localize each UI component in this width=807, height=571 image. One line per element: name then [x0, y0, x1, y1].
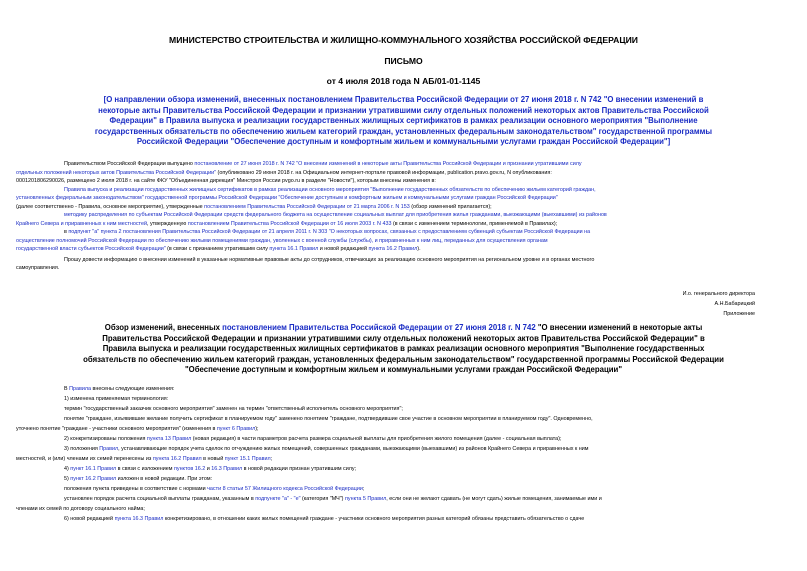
text: );: [255, 426, 259, 432]
point-16-2-link[interactable]: пунктов 16.2: [173, 466, 206, 472]
decree-303-link[interactable]: подпункт "а" пункта 2 постановления Правительства Российской Федерации от 21 апреля 2011 г. N 303 "О некоторых вопросах, связанных с предоставлением субвенций субъектам Российской Федерации на: [68, 229, 591, 235]
paragraph: [16, 245, 786, 254]
decree-742-link[interactable]: постановление от 27 июня 2018 г. N 742 "О внесении изменений в некоторые акты Правительства Российской Федерации и признании утратившими силу: [194, 161, 582, 167]
list-item: [64, 484, 786, 494]
text: 0001201806290026, размещено 2 июля 2018 г. на сайте ФКУ "Объединенная дирекция" Минстроя России pvgo.ru в разделе "Новости"), которым внесены изменения в:: [16, 178, 436, 184]
subject-line: Федерации" в Правила выпуска и реализации государственных жилищных сертификатов в рамках реализации основного мероприятия "Выполнение: [109, 116, 698, 125]
text: в новый: [201, 456, 225, 462]
housing-code-link[interactable]: части 8 статьи 57 Жилищного кодекса Российской Федерации: [207, 486, 363, 492]
text: ;: [270, 456, 273, 462]
text: Правительства Российской Федерации и признании утратившими силу отдельных положений некоторых актов Правительства Российской Федерации" в: [102, 333, 705, 343]
text: Прошу довести информацию о внесении изменений в указанные нормативные правовые акты до сотрудников, отвечающих за реализацию основного мероприятия на региональном уровне и в органах местного: [64, 256, 595, 263]
text: местностей, и (или) членами их семей перенесены из: [16, 456, 153, 462]
review-title: [16, 323, 791, 376]
text: самоуправления.: [16, 265, 60, 271]
decree-153-link[interactable]: постановлением Правительства Российской Федерации от 21 марта 2006 г. N 153: [204, 203, 410, 210]
text: в: [64, 229, 69, 235]
text: в новой редакции признан утратившим силу;: [242, 466, 357, 472]
text: конкретизировано, в отношении каких жилых помещений граждане - участники основного мероприятия разных категорий обязаны представить обязательство о сдаче: [163, 516, 585, 522]
list-item: [64, 444, 786, 454]
text: установлен порядок расчета социальной выплаты гражданам, указанным в: [64, 496, 256, 502]
text: (новая редакция) в части параметров расчета размера социальной выплаты для приобретения жилого помещения (далее - социальная выплата);: [191, 436, 562, 442]
paragraph: [16, 169, 786, 178]
decree-303-link[interactable]: государственной власти субъектов Российской Федерации": [16, 246, 166, 252]
point-16-2-link[interactable]: пункт 16.2 Правил: [70, 476, 117, 482]
ministry-name: МИНИСТЕРСТВО СТРОИТЕЛЬСТВА И ЖИЛИЩНО-КОММУНАЛЬНОГО ХОЗЯЙСТВА РОССИЙСКОЙ ФЕДЕРАЦИИ: [169, 35, 638, 45]
signatory-position: И.о. генерального директора: [682, 291, 755, 297]
point-13-link[interactable]: пункта 13 Правил: [146, 436, 192, 442]
point-16-3-link[interactable]: 16.3 Правил: [211, 466, 243, 472]
rules-link[interactable]: Правила выпуска и реализации государственных жилищных сертификатов в рамках реализации основного мероприятия "Выполнение государственных обязательств по обеспечению жильем категорий граждан,: [64, 186, 596, 193]
text: 2) конкретизированы положения: [64, 436, 147, 442]
text: Правила выпуска и реализации государственных жилищных сертификатов в рамках реализации основного мероприятия "Выполнение государственных: [102, 344, 705, 354]
rules-link[interactable]: Правила: [69, 386, 91, 392]
point-16-3-link[interactable]: пункта 16.3 Правил: [114, 516, 164, 522]
document-date: от 4 июля 2018 года N АБ/01-01-1145: [326, 76, 481, 86]
letter-body: [16, 160, 786, 273]
list-item: [64, 494, 786, 504]
text: и: [205, 466, 212, 472]
changes-list: [16, 384, 786, 524]
text: 3) положения: [64, 446, 100, 452]
list-item: 1) изменена применяемая терминология:: [64, 396, 169, 402]
text: Правительством Российской Федерации выпущено: [64, 161, 195, 167]
paragraph: [16, 177, 786, 186]
point-16-1-link[interactable]: пункт 16.1 Правил: [70, 466, 117, 472]
methodology-link[interactable]: методику распределения по субъектам Российской Федерации средств федерального бюджета на осуществление социальных выплат для приобретения жилья гражданами, выезжающими (выехавшими) из районов: [64, 212, 607, 218]
subject-line: [О направлении обзора изменений, внесенных постановлением Правительства Российской Федерации от 27 июня 2018 г. N 742 "О внесении изменений в: [103, 95, 704, 104]
decree-433-link[interactable]: постановлением Правительства Российской Федерации от 16 июля 2003 г. N 433: [187, 220, 392, 227]
text: , если они не желают сдавать (не могут сдать) жилые помещения, занимаемые ими и: [386, 496, 602, 502]
subject-line: Российской Федерации "Обеспечение доступным и комфортным жильем и коммунальными услугами граждан Российской Федерации"]: [136, 137, 671, 146]
text: и новой редакцией: [318, 246, 369, 252]
paragraph: [64, 256, 786, 265]
decree-742-link[interactable]: постановлением Правительства Российской Федерации от 27 июня 2018 г. N 742: [222, 323, 536, 332]
paragraph: [16, 237, 786, 246]
text: 4): [64, 466, 71, 472]
paragraph: [64, 186, 786, 195]
text: 6) новой редакцией: [64, 516, 115, 522]
list-item: [16, 504, 786, 514]
list-item: понятие "граждане, изъявившие желание получить сертификат в планируемом году" заменено понятием "граждане, подтвердившие свое участие в основном мероприятии в планируемом году". Одновременно,: [64, 416, 593, 422]
signatory-name: А.Н.Бабарицкий: [714, 301, 755, 307]
point-16-2-link[interactable]: пункта 16.2 Правил: [152, 456, 202, 462]
text: (категория "МЧ"): [300, 496, 345, 502]
text: в связи с изложением: [116, 466, 174, 472]
text: (далее соответственно - Правила, основное мероприятие), утвержденные: [16, 203, 205, 210]
paragraph: [64, 228, 786, 237]
text: изложен в новой редакции. При этом:: [116, 476, 213, 482]
list-item: [64, 384, 786, 394]
text: (опубликовано 29 июня 2018 г. на Официальном интернет-портале правовой информации, publication.pravo.gov.ru, N опубликования:: [216, 169, 552, 176]
text: 5): [64, 476, 71, 482]
text: , устанавливающие порядок учета сделок по отчуждению жилых помещений, совершенных гражданами, выезжающими (выехавшими) из районов Крайнего Севера и приравненных к ним: [118, 446, 589, 452]
list-item: [64, 474, 786, 484]
point-16-2-link[interactable]: пункта 16.2 Правил: [368, 246, 418, 252]
text: В: [64, 386, 70, 392]
subpoint-link[interactable]: подпункте "а" - "е": [255, 496, 301, 502]
text: (в связи с признанием утратившим силу: [165, 246, 270, 252]
text: ).: [417, 246, 421, 252]
text: , утвержденную: [146, 220, 188, 227]
list-item: [16, 454, 786, 464]
list-item: [64, 434, 786, 444]
list-item: [16, 424, 786, 434]
text: внесены следующие изменения:: [90, 386, 175, 392]
paragraph: [16, 264, 786, 273]
paragraph: [16, 203, 786, 212]
paragraph: [64, 160, 786, 169]
list-item: [64, 514, 786, 524]
text: (в связи с изменением терминологии, применяемой в Правилах);: [391, 220, 558, 227]
text: членами их семей по договору социального найма;: [16, 506, 145, 512]
subject-link[interactable]: [16, 95, 791, 148]
methodology-link[interactable]: Крайнего Севера и приравненных к ним местностей: [16, 220, 147, 227]
decree-303-link[interactable]: осуществление полномочий Российской Федерации по обеспечению жилыми помещениями граждан, уволенных с военной службы (службы), и приравненных к ним лиц, переданных для осуществления органам: [16, 237, 548, 244]
paragraph: [16, 220, 786, 229]
attachment-label: Приложение: [723, 311, 755, 317]
text: (обзор изменений прилагается);: [409, 203, 492, 210]
decree-742-link[interactable]: отдельных положений некоторых актов Правительства Российской Федерации": [16, 169, 217, 176]
text: ;: [362, 486, 365, 492]
subject-line: некоторые акты Правительства Российской Федерации и признании утратившими силу отдельных положений некоторых актов Правительства Российской: [98, 105, 709, 115]
text: Обзор изменений, внесенных: [104, 323, 223, 332]
subject-line: государственных обязательств по обеспечению жильем категорий граждан, установленных федеральным законодательством" государственной программы: [94, 126, 713, 136]
rules-link[interactable]: установленных федеральным законодательством" государственной программы Российской Федерации "Обеспечение доступным и комфортным жильем и коммунальными услугами граждан Российской Федерации": [16, 195, 558, 201]
paragraph: [64, 211, 786, 220]
text: положения пункта приведены в соответствие с нормами: [64, 486, 208, 492]
point-15-1-link[interactable]: пункт 15.1 Правил: [224, 456, 271, 462]
point-16-1-link[interactable]: пункта 16.1 Правил: [269, 246, 319, 252]
document-type: ПИСЬМО: [384, 56, 423, 66]
paragraph: [16, 194, 786, 203]
point-6-link[interactable]: пункт 6 Правил: [216, 426, 256, 432]
text: "О внесении изменений в некоторые акты: [535, 323, 703, 332]
rules-link[interactable]: Правил: [99, 446, 119, 452]
text: уточнено понятие "граждане - участники основного мероприятия" (изменения в: [16, 426, 217, 432]
text: обязательств по обеспечению жильем категорий граждан, установленных федеральным законодательством" государственной программы Российской Федерации: [83, 354, 724, 364]
point-5-link[interactable]: пункта 5 Правил: [344, 496, 387, 502]
text: "Обеспечение доступным и комфортным жильем и коммунальными услугами граждан Российской Федерации": [184, 365, 623, 375]
list-item: термин "государственный заказчик основного мероприятия" заменен на термин "ответственный исполнитель основного мероприятия";: [64, 406, 403, 412]
list-item: [64, 464, 786, 474]
